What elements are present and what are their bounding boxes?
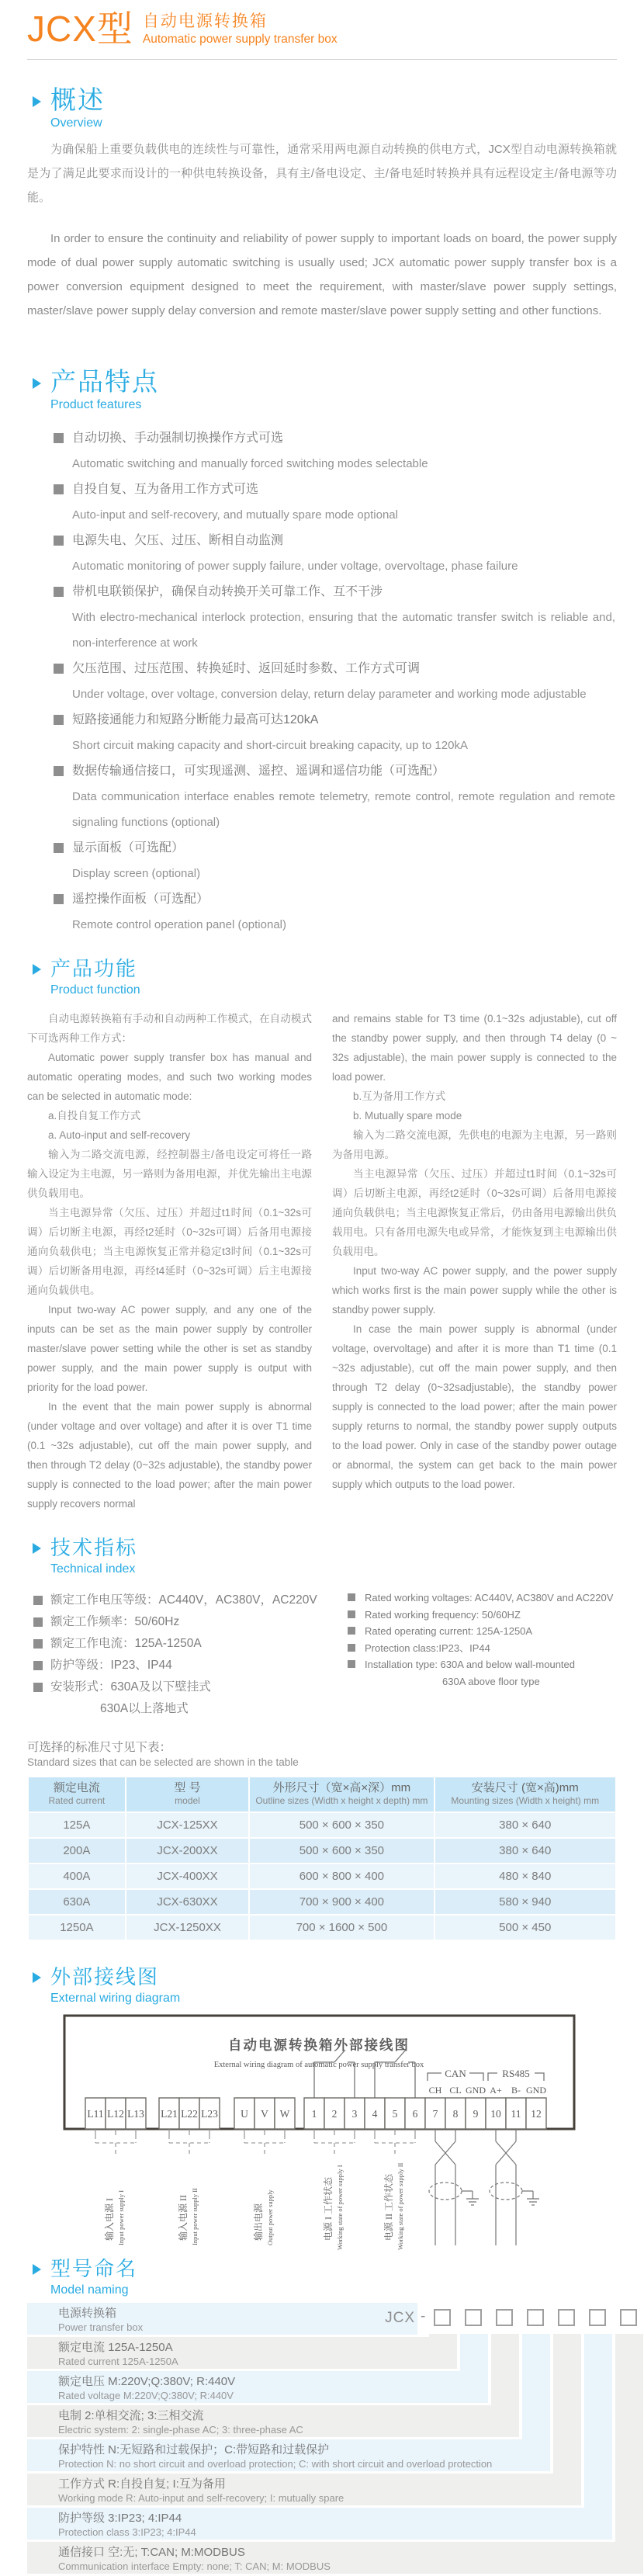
col-header-zh: 型 号 <box>174 1781 201 1794</box>
cell-mounting-size: 480 × 840 <box>435 1864 616 1888</box>
wiring-diagram <box>27 2011 617 2253</box>
cell-model: JCX-200XX <box>126 1839 249 1863</box>
sizes-col-header <box>250 1777 433 1812</box>
feature-zh: 显示面板（可选配） <box>72 835 615 861</box>
terminal-label: L12 <box>107 2108 124 2120</box>
feature-zh: 数据传输通信接口，可实现遥测、遥控、遥调和遥信功能（可选配） <box>72 758 615 784</box>
overview-paragraph-zh: 为确保船上重要负载供电的连续性与可靠性，通常采用两电源自动转换的供电方式，JCX型自动电源转换箱就是为了满足此要求而设计的一种供电转换设备，具有主/备电设定、主/备电延时转换并具有远程设定主/备电源等功能。 <box>27 143 617 204</box>
terminal-label: U <box>241 2108 248 2120</box>
terminal-label: 1 <box>311 2108 317 2120</box>
technical-title <box>27 1535 617 1577</box>
terminal-label: W <box>279 2108 290 2120</box>
section-sizes <box>0 1740 644 1941</box>
function-paragraph: Input two-way AC power supply, and the power supply which works first is the main power supply while the other is standby power supply. <box>332 1265 617 1316</box>
table-row <box>29 1890 615 1914</box>
feature-item <box>72 528 615 579</box>
section-features <box>0 368 644 938</box>
model-code-box <box>527 2309 544 2326</box>
group-label-en: Input power supply II <box>191 2188 199 2245</box>
feature-en: Automatic switching and manually forced switching modes selectable <box>72 457 428 470</box>
technical-left-column <box>27 1590 338 1720</box>
naming-row <box>27 2371 488 2403</box>
wiring-title <box>27 1964 617 2006</box>
pin-label: GND <box>526 2085 546 2096</box>
sizes-table-header-row <box>29 1777 615 1812</box>
product-title-zh: 自动电源转换箱 <box>142 12 268 30</box>
cell-rated-current: 200A <box>29 1839 125 1863</box>
function-paragraph: Input two-way AC power supply, and any one of the inputs can be set as the main power supply by controller master/slave power setting while the other is set as standby power supply, and the main power supply is output with priority for the load power. <box>27 1304 312 1393</box>
section-marker-icon <box>33 1972 41 1983</box>
terminal-label: 4 <box>372 2108 378 2120</box>
pin-label: CH <box>428 2085 442 2096</box>
sizes-col-header <box>126 1777 249 1812</box>
table-row <box>29 1839 615 1863</box>
function-columns <box>27 1009 617 1513</box>
cell-outline-size: 600 × 800 × 400 <box>250 1864 433 1888</box>
naming-row <box>27 2474 581 2505</box>
naming-title <box>27 2256 617 2298</box>
overview-title-zh: 概述 <box>50 85 105 114</box>
cell-model: JCX-125XX <box>126 1813 249 1837</box>
terminal-label: 12 <box>531 2108 542 2120</box>
cell-outline-size: 700 × 1600 × 500 <box>250 1916 433 1940</box>
feature-item <box>72 477 615 528</box>
function-paragraph: b.互为备用工作方式 <box>353 1090 446 1102</box>
cell-mounting-size: 380 × 640 <box>435 1839 616 1863</box>
feature-zh: 带机电联锁保护，确保自动转换开关可靠工作、互不干涉 <box>72 579 615 605</box>
function-paragraph: a. Auto-input and self-recovery <box>48 1129 191 1141</box>
col-header-zh: 额定电流 <box>53 1781 100 1794</box>
terminal-label: 10 <box>490 2108 501 2120</box>
function-paragraph: 输入为二路交流电源，先供电的电源为主电源，另一路则为备用电源。 <box>332 1129 617 1160</box>
overview-paragraph-en: In order to ensure the continuity and reliability of power supply to important loads on board, the power supply mode of dual power supply automatic switching is usually used; JCX automatic power supply transfer box is a power conversion equipment designed to meet the requirement, with master/slave power supply settings, master/slave power supply delay conversion and remote master/slave power supply setting and other functions. <box>27 232 617 317</box>
terminal-label: V <box>261 2108 268 2120</box>
feature-zh: 电源失电、欠压、过压、断相自动监测 <box>72 528 615 553</box>
pin-label: B- <box>511 2085 521 2096</box>
group-label-zh: 电源 II 工作状态 <box>383 2174 394 2241</box>
function-title-zh: 产品功能 <box>50 957 138 980</box>
feature-item <box>72 835 615 886</box>
group-brackets <box>95 2129 415 2155</box>
section-marker-icon <box>33 1543 41 1554</box>
product-title-block <box>143 9 338 47</box>
header-divider <box>27 59 617 60</box>
feature-item <box>72 758 615 835</box>
naming-row-zh: 防护等级 3:IP23; 4:IP44 <box>58 2512 182 2525</box>
twisted-pair-can <box>429 2129 479 2245</box>
feature-en: Auto-input and self-recovery, and mutually spare mode optional <box>72 508 398 522</box>
col-header-en: Outline sizes (Width x height x depth) mm <box>255 1795 428 1806</box>
features-title <box>27 368 617 413</box>
function-paragraph: b. Mutually spare mode <box>353 1110 462 1122</box>
function-paragraph: and remains stable for T3 time (0.1~32s adjustable), cut off the standby power supply, and then through T4 delay (0 ~ 32s adjustable), the main power supply is connected to the load power. <box>332 1013 617 1083</box>
cell-model: JCX-400XX <box>126 1864 249 1888</box>
features-list <box>27 425 617 938</box>
naming-row-en: Rated current 125A-1250A <box>58 2356 178 2367</box>
model-code-box <box>496 2309 513 2326</box>
model-prefix: JCX <box>385 2310 415 2326</box>
naming-row-en: Rated voltage M:220V;Q:380V; R:440V <box>58 2390 234 2401</box>
overview-title <box>27 86 617 131</box>
function-title-en: Product function <box>50 983 140 997</box>
naming-row <box>27 2337 457 2369</box>
technical-title-zh: 技术指标 <box>50 1536 138 1559</box>
sizes-col-header <box>435 1777 616 1812</box>
technical-right-column <box>338 1590 617 1720</box>
table-row <box>29 1916 615 1940</box>
model-code-box <box>465 2309 482 2326</box>
terminal-label: 8 <box>452 2108 459 2120</box>
function-paragraph: In the event that the main power supply is abnormal (under voltage and over voltage) and after it is over T1 time (0.1 ~32s adjustable), cut off the main power supply, and then through T2 delay (0~32s adjustable), the standby power supply is connected to the load power; after the main power supply recovers normal <box>27 1401 312 1510</box>
feature-zh: 欠压范围、过压范围、转换延时、返回延时参数、工作方式可调 <box>72 656 615 681</box>
section-function <box>0 956 644 1513</box>
pin-label: A+ <box>490 2085 502 2096</box>
naming-row <box>27 2508 612 2540</box>
terminal-label: 11 <box>511 2108 521 2120</box>
ground-icon <box>462 2191 479 2205</box>
sizes-table <box>27 1776 617 1941</box>
brand-header <box>0 0 644 48</box>
group-label-en: Output power supply <box>266 2189 274 2245</box>
naming-row-en: Working mode R: Auto-input and self-recovery; I: mutually spare <box>58 2492 345 2504</box>
feature-zh: 自投自复、互为备用工作方式可选 <box>72 477 615 502</box>
feature-en: Data communication interface enables remote telemetry, remote control, remote regulation and remote signaling functions (optional) <box>72 790 615 829</box>
section-marker-icon <box>33 378 41 389</box>
feature-zh: 短路接通能力和短路分断能力最高可达120kA <box>72 707 615 733</box>
feature-en: Short circuit making capacity and short-circuit breaking capacity, up to 120kA <box>72 739 468 752</box>
table-row <box>29 1813 615 1837</box>
cell-model: JCX-630XX <box>126 1890 249 1914</box>
section-overview <box>0 86 644 323</box>
technical-item: Rated working frequency: 50/60HZ <box>365 1607 617 1624</box>
function-paragraph: 输入为二路交流电源，经控制器主/备电设定可将任一路输入设定为主电源，另一路则为备用电源，并优先输出主电源供负载用电。 <box>27 1149 312 1199</box>
model-dash: - <box>421 2308 426 2325</box>
ladder-strip <box>584 2334 612 2511</box>
sizes-intro-zh: 可选择的标准尺寸见下表： <box>27 1741 172 1754</box>
group-label-en: Working state of power supply I <box>336 2165 344 2250</box>
model-naming-ladder <box>27 2303 644 2576</box>
ladder-strip <box>522 2334 550 2443</box>
function-paragraph: 当主电源异常（欠压、过压）并超过t1时间（0.1~32s可调）后切断主电源，再经t2延时（0~32s可调）后备用电源接通向负载供电；当主电源恢复正常并稳定t3时间（0.1~32s可调）后切断备用电源，再经t4延时（0~32s可调）后主电源接通向负载供电。 <box>27 1207 312 1296</box>
feature-item <box>72 707 615 758</box>
naming-row-zh: 工作方式 R:自投自复; I:互为备用 <box>58 2477 226 2491</box>
function-paragraph: 当主电源异常（欠压、过压）并超过t1时间（0.1~32s可调）后切断主电源，再经t2延时（0~32s可调）后备用电源接通向负载供电；当主电源恢复正常后，仍由备用电源输出供负载用电。只有备用电源失电或异常，才能恢复到主电源输出供负载用电。 <box>332 1168 617 1257</box>
section-marker-icon <box>33 96 41 107</box>
naming-row-zh: 额定电流 125A-1250A <box>58 2341 173 2354</box>
technical-item: 安装形式：630A及以下壁挂式 <box>50 1676 338 1698</box>
technical-item: Installation type: 630A and below wall-mounted <box>365 1656 617 1673</box>
cell-model: JCX-1250XX <box>126 1916 249 1940</box>
model-code-box <box>620 2309 637 2326</box>
naming-row-zh: 额定电压 M:220V;Q:380V; R:440V <box>58 2375 236 2388</box>
model-code-box <box>558 2309 575 2326</box>
technical-item: Rated operating current: 125A-1250A <box>365 1623 617 1640</box>
section-naming <box>0 2256 644 2576</box>
terminal-label: 7 <box>432 2108 438 2120</box>
feature-en: Automatic monitoring of power supply failure, under voltage, overvoltage, phase failure <box>72 560 518 573</box>
naming-row-en: Power transfer box <box>58 2321 144 2333</box>
feature-en: Remote control operation panel (optional) <box>72 918 286 931</box>
terminal-label: 3 <box>351 2108 358 2120</box>
bus-label-rs485: RS485 <box>502 2068 530 2079</box>
bus-label-can: CAN <box>445 2068 466 2079</box>
technical-item-line2: 630A以上落地式 <box>100 1702 189 1715</box>
terminal-label: L23 <box>201 2108 218 2120</box>
function-paragraph: 自动电源转换箱有手动和自动两种工作模式，在自动模式下可选两种工作方式： <box>27 1013 312 1044</box>
wiring-title-en: External wiring diagram <box>50 1992 181 2005</box>
feature-en: Under voltage, over voltage, conversion delay, return delay parameter and working mode adjustable <box>72 688 587 701</box>
group-label-zh: 输入电源 II <box>178 2195 189 2241</box>
feature-zh: 遥控操作面板（可选配） <box>72 886 615 912</box>
feature-item <box>72 886 615 938</box>
naming-row-zh: 电源转换箱 <box>58 2307 117 2320</box>
group-label-en: Working state of power supply II <box>396 2162 404 2250</box>
function-left-column <box>27 1009 312 1513</box>
naming-title-en: Model naming <box>50 2283 129 2297</box>
sizes-col-header <box>29 1777 125 1812</box>
section-technical <box>0 1535 644 1720</box>
technical-title-en: Technical index <box>50 1562 136 1576</box>
cell-mounting-size: 580 × 940 <box>435 1890 616 1914</box>
pin-label: GND <box>466 2085 486 2096</box>
group-label-zh: 输出电源 <box>253 2203 264 2241</box>
cell-rated-current: 400A <box>29 1864 125 1888</box>
ladder-strip <box>615 2334 643 2545</box>
section-marker-icon <box>33 964 41 975</box>
technical-columns <box>27 1590 617 1720</box>
feature-item <box>72 425 615 477</box>
naming-row <box>27 2303 417 2335</box>
group-label-zh: 输入电源 I <box>104 2198 115 2241</box>
cell-outline-size: 500 × 600 × 350 <box>250 1813 433 1837</box>
naming-row-zh: 保护特性 N:无短路和过载保护；C:带短路和过载保护 <box>58 2443 330 2456</box>
naming-row <box>27 2439 550 2471</box>
naming-row-en: Protection N: no short circuit and overload protection; C: with short circuit and overload protection <box>58 2458 493 2470</box>
ladder-strip <box>491 2334 519 2408</box>
technical-item: 防护等级：IP23、IP44 <box>50 1655 338 1676</box>
cell-rated-current: 1250A <box>29 1916 125 1940</box>
feature-item <box>72 579 615 656</box>
feature-zh: 自动切换、手动强制切换操作方式可选 <box>72 425 615 451</box>
naming-row-en: Communication interface Empty: none; T: CAN; M: MODBUS <box>58 2560 331 2572</box>
ladder-strip <box>460 2334 488 2374</box>
function-paragraph: a.自投自复工作方式 <box>48 1110 141 1122</box>
naming-row-en: Protection class 3:IP23; 4:IP44 <box>58 2526 196 2538</box>
terminal-label: 2 <box>331 2108 338 2120</box>
cell-mounting-size: 500 × 450 <box>435 1916 616 1940</box>
technical-item: Protection class:IP23、IP44 <box>365 1640 617 1657</box>
naming-row-en: Electric system: 2: single-phase AC; 3: three-phase AC <box>58 2424 303 2436</box>
wiring-diagram-title-en: External wiring diagram of automatic power supply transfer box <box>213 2061 424 2069</box>
ladder-strip <box>553 2334 581 2477</box>
cell-outline-size: 700 × 900 × 400 <box>250 1890 433 1914</box>
feature-en: With electro-mechanical interlock protection, ensuring that the automatic transfer switch is reliable and, non-interference at work <box>72 611 615 650</box>
features-title-zh: 产品特点 <box>50 367 159 396</box>
function-paragraph: Automatic power supply transfer box has manual and automatic operating modes, and such two working modes can be selected in automatic mode: <box>27 1052 312 1102</box>
terminal-label: L22 <box>181 2108 198 2120</box>
col-header-en: Mounting sizes (Width x height) mm <box>451 1795 600 1806</box>
model-code-box <box>589 2309 606 2326</box>
wiring-diagram-title-zh: 自动电源转换箱外部接线图 <box>228 2037 410 2053</box>
technical-item: 额定工作电压等级：AC440V，AC380V，AC220V <box>50 1590 338 1611</box>
terminal-label: L11 <box>87 2108 104 2120</box>
terminal-label: 5 <box>392 2108 398 2120</box>
feature-item <box>72 656 615 707</box>
cell-mounting-size: 380 × 640 <box>435 1813 616 1837</box>
pin-label: CL <box>449 2085 462 2096</box>
twisted-pair-rs485 <box>490 2129 539 2245</box>
technical-item: Rated working voltages: AC440V, AC380V and AC220V <box>365 1590 617 1607</box>
terminal-label: L21 <box>161 2108 178 2120</box>
terminal-label: 6 <box>412 2108 418 2120</box>
group-label-zh: 电源 I 工作状态 <box>323 2177 334 2241</box>
section-wiring <box>0 1964 644 2253</box>
col-header-en: model <box>175 1795 200 1806</box>
cell-rated-current: 125A <box>29 1813 125 1837</box>
product-title-en: Automatic power supply transfer box <box>142 33 338 46</box>
features-title-en: Product features <box>50 398 142 411</box>
function-paragraph: In case the main power supply is abnormal (under voltage, overvoltage) and after it is more than T1 time (0.1 ~32s adjustable), cut off the main power supply, and then through T2 delay (0~32sadjustable), the standby power supply is connected to the load power; after the main power supply returns to normal, the standby power supply outputs to the load power. Only in case of the standby power outage or abnormal, the system can get back to the main power supply which outputs to the load power. <box>332 1323 617 1490</box>
function-title <box>27 956 617 998</box>
function-right-column <box>332 1009 617 1513</box>
wiring-title-zh: 外部接线图 <box>50 1965 160 1988</box>
group-label-en: Input power supply I <box>117 2189 125 2245</box>
overview-title-en: Overview <box>50 116 102 130</box>
col-header-en: Rated current <box>48 1795 106 1806</box>
naming-row <box>27 2542 643 2574</box>
col-header-zh: 安装尺寸 (宽×高)mm <box>471 1781 579 1794</box>
section-marker-icon <box>33 2264 41 2275</box>
model-code-box <box>434 2309 451 2326</box>
naming-row-zh: 电制 2:单相交流; 3:三相交流 <box>58 2409 204 2422</box>
cell-rated-current: 630A <box>29 1890 125 1914</box>
naming-row-zh: 通信接口 空:无; T:CAN; M:MODBUS <box>58 2546 245 2559</box>
ground-icon <box>522 2191 539 2205</box>
technical-item-line2: 630A above floor type <box>442 1675 540 1687</box>
naming-row <box>27 2405 519 2437</box>
terminal-label: 9 <box>473 2108 479 2120</box>
cell-outline-size: 500 × 600 × 350 <box>250 1839 433 1863</box>
table-row <box>29 1864 615 1888</box>
product-model: JCX型 <box>27 9 133 49</box>
technical-item: 额定工作频率：50/60Hz <box>50 1611 338 1633</box>
naming-title-zh: 型号命名 <box>50 2257 138 2280</box>
terminal-label: L13 <box>127 2108 144 2120</box>
feature-en: Display screen (optional) <box>72 867 201 880</box>
col-header-zh: 外形尺寸（宽×高×深）mm <box>272 1781 411 1794</box>
technical-item: 额定工作电流：125A-1250A <box>50 1633 338 1655</box>
sizes-intro-en: Standard sizes that can be selected are shown in the table <box>27 1756 299 1768</box>
